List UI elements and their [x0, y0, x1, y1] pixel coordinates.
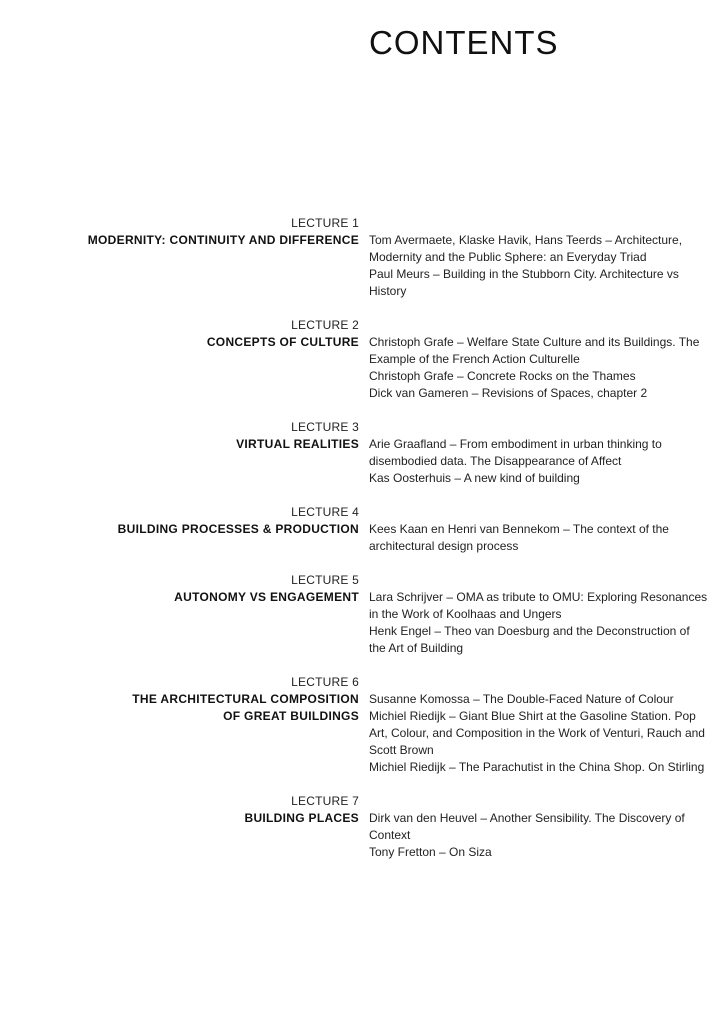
lecture-heading [0, 317, 359, 402]
lecture-title: VIRTUAL REALITIES [236, 437, 359, 451]
reading-item: Henk Engel – Theo van Doesburg and the Deconstruction of the Art of Building [369, 624, 690, 655]
lecture-number: LECTURE 2 [291, 318, 359, 332]
lecture-readings [369, 572, 709, 657]
lecture-readings [369, 504, 709, 555]
lecture-heading [0, 674, 359, 776]
toc-entry [0, 793, 728, 861]
reading-item: Christoph Grafe – Concrete Rocks on the Thames [369, 369, 636, 383]
lecture-heading [0, 793, 359, 861]
lecture-number: LECTURE 1 [291, 216, 359, 230]
page-title: CONTENTS [369, 24, 559, 61]
lecture-number: LECTURE 7 [291, 794, 359, 808]
toc-entry [0, 215, 728, 300]
toc-entry [0, 317, 728, 402]
lecture-readings [369, 215, 709, 300]
lecture-title: THE ARCHITECTURAL COMPOSITION [132, 692, 359, 706]
lecture-title: CONCEPTS OF CULTURE [206, 335, 359, 349]
reading-item: Dirk van den Heuvel – Another Sensibility. The Discovery of Context [369, 811, 685, 842]
reading-item: Christoph Grafe – Welfare State Culture and its Buildings. The Example of the French Action Culturelle [369, 335, 700, 366]
lecture-title: BUILDING PLACES [244, 811, 359, 825]
lecture-heading [0, 215, 359, 300]
lecture-heading [0, 572, 359, 657]
lecture-number: LECTURE 5 [291, 573, 359, 587]
reading-item: Tony Fretton – On Siza [369, 845, 492, 859]
lecture-title: AUTONOMY VS ENGAGEMENT [174, 590, 359, 604]
reading-item: Michiel Riedijk – Giant Blue Shirt at the Gasoline Station. Pop Art, Colour, and Composition in the Work of Venturi, Rauch and Scott Brown [369, 709, 705, 757]
reading-item: Tom Avermaete, Klaske Havik, Hans Teerds – Architecture, Modernity and the Public Sphere: an Everyday Triad [369, 233, 683, 264]
lecture-title: MODERNITY: CONTINUITY AND DIFFERENCE [87, 233, 359, 247]
lecture-heading [0, 419, 359, 487]
lecture-readings [369, 793, 709, 861]
lecture-number: LECTURE 4 [291, 505, 359, 519]
toc-entry [0, 674, 728, 776]
toc-entry [0, 572, 728, 657]
reading-item: Michiel Riedijk – The Parachutist in the China Shop. On Stirling [369, 760, 705, 774]
reading-item: Arie Graafland – From embodiment in urban thinking to disembodied data. The Disappearance of Affect [369, 437, 662, 468]
reading-item: Susanne Komossa – The Double-Faced Nature of Colour [369, 692, 674, 706]
toc-entry [0, 504, 728, 555]
reading-item: Dick van Gameren – Revisions of Spaces, chapter 2 [369, 386, 648, 400]
lecture-readings [369, 674, 709, 776]
reading-item: Kas Oosterhuis – A new kind of building [369, 471, 580, 485]
toc-entry [0, 419, 728, 487]
lecture-title: BUILDING PROCESSES & PRODUCTION [117, 522, 359, 536]
reading-item: Lara Schrijver – OMA as tribute to OMU: Exploring Resonances in the Work of Koolhaas and Ungers [369, 590, 708, 621]
lecture-number: LECTURE 6 [291, 675, 359, 689]
reading-item: Kees Kaan en Henri van Bennekom – The context of the architectural design process [369, 522, 669, 553]
lecture-readings [369, 317, 709, 402]
lecture-title: OF GREAT BUILDINGS [223, 709, 359, 723]
table-of-contents [0, 215, 728, 878]
reading-item: Paul Meurs – Building in the Stubborn City. Architecture vs History [369, 267, 679, 298]
lecture-number: LECTURE 3 [291, 420, 359, 434]
lecture-readings [369, 419, 709, 487]
lecture-heading [0, 504, 359, 555]
